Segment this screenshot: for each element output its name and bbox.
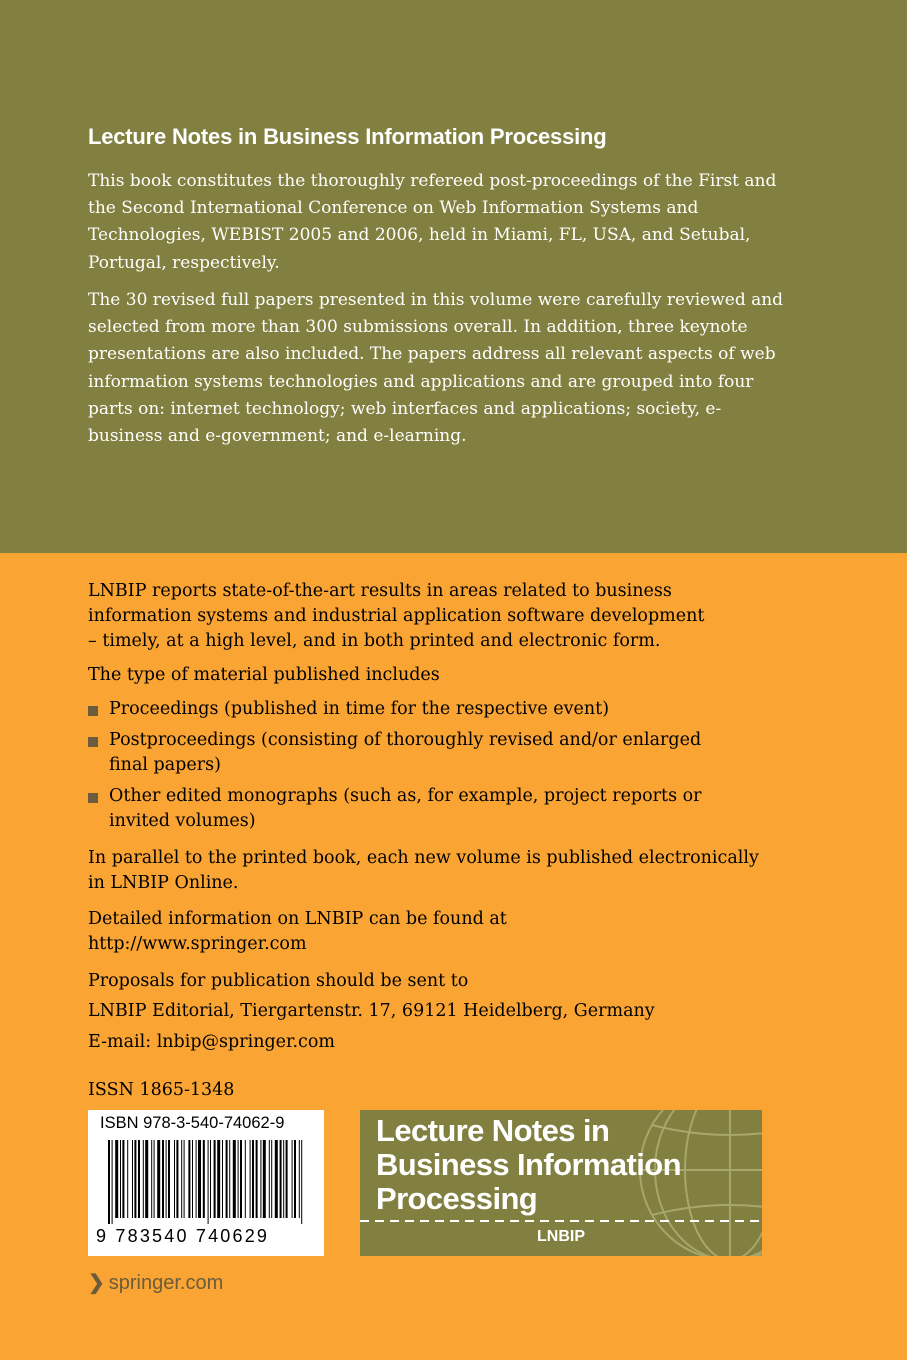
barcode-bar (188, 1140, 190, 1218)
barcode-bar (226, 1140, 228, 1218)
logo-title (376, 1114, 681, 1216)
barcode-bar (217, 1140, 220, 1218)
barcode-bar (115, 1140, 118, 1218)
intro-line: information systems and industrial application software development (88, 606, 705, 626)
barcode-bar (233, 1140, 236, 1218)
springer-website: springer.com (108, 1272, 224, 1294)
barcode-bar (256, 1140, 258, 1218)
issn: ISSN 1865-1348 (88, 1080, 235, 1100)
barcode-bar (132, 1140, 133, 1218)
summary-paragraph-1: This book constitutes the thoroughly refereed post-proceedings of the First and the Second International Conference on Web Information Systems and Technologies, WEBIST 2005 and 2006, held in Miami, FL, USA, and Setubal, Portugal, respectively. (88, 171, 777, 273)
editorial-email: E-mail: lnbip@springer.com (88, 1032, 335, 1052)
bullet-square-icon (88, 706, 98, 716)
barcode-bar (127, 1140, 128, 1218)
series-title: Lecture Notes in Business Information Processing (88, 124, 607, 149)
barcode-bar (208, 1140, 209, 1224)
barcode-bar (151, 1140, 152, 1218)
barcode-bar (260, 1140, 261, 1218)
barcode-bar (120, 1140, 121, 1218)
barcode-bar (269, 1140, 270, 1218)
barcode-bar (299, 1140, 300, 1218)
logo-title-line: Business Information (376, 1147, 681, 1182)
barcode-bar (275, 1140, 278, 1218)
barcode-bar (263, 1140, 266, 1218)
barcode-bar (145, 1140, 148, 1218)
series-logo (360, 1110, 762, 1256)
barcode-bar (240, 1140, 242, 1218)
barcode-bar (250, 1140, 251, 1218)
proposals-heading: Proposals for publication should be sent to (88, 971, 469, 991)
barcode-bar (214, 1140, 216, 1218)
springer-url: http://www.springer.com (88, 934, 307, 954)
detailed-info-line: Detailed information on LNBIP can be found at (88, 909, 507, 929)
list-item-text: Other edited monographs (such as, for example, project reports or (109, 786, 702, 806)
parallel-line: in LNBIP Online. (88, 873, 239, 893)
barcode-bar (184, 1140, 185, 1218)
logo-title-line: Processing (376, 1181, 538, 1216)
list-item-text: final papers) (109, 755, 221, 775)
barcode-bar (271, 1140, 272, 1218)
list-item-text: invited volumes) (109, 811, 256, 831)
list-item-text: Proceedings (published in time for the respective event) (109, 699, 610, 719)
chevron-right-icon: ❯ (88, 1272, 105, 1294)
barcode-bar (157, 1140, 160, 1218)
logo-abbreviation: LNBIP (537, 1228, 585, 1245)
summary-paragraph-2: The 30 revised full papers presented in this volume were carefully reviewed and selected from more than 300 submissions overall. In addition, three keynote presentations are also included. The papers address all relevant aspects of web information systems technologies and applications and are grouped into four parts on: internet technology; web interfaces and applications; society, e-business and e-government; and e-learning. (88, 290, 784, 447)
barcode-bar (252, 1140, 254, 1218)
logo-title-line: Lecture Notes in (376, 1113, 610, 1148)
list-item-text: Postproceedings (consisting of thoroughly revised and/or enlarged (109, 730, 702, 750)
barcode-box (88, 1110, 324, 1256)
barcode-bar (138, 1140, 140, 1218)
barcode-digits: 9 783540 740629 (96, 1226, 270, 1246)
barcode-bar (238, 1140, 239, 1218)
barcode-bar (174, 1140, 175, 1218)
barcode-bar (162, 1140, 164, 1218)
material-heading: The type of material published includes (88, 665, 440, 685)
barcode-bar (143, 1140, 144, 1218)
intro-line: – timely, at a high level, and in both printed and electronic form. (88, 631, 661, 651)
intro-line: LNBIP reports state-of-the-art results in areas related to business (88, 581, 672, 601)
barcode-bar (203, 1140, 205, 1218)
barcode-bar (112, 1140, 113, 1224)
bullet-square-icon (88, 793, 98, 803)
barcode-bar (286, 1140, 288, 1218)
barcode-bar (283, 1140, 284, 1218)
barcode-bar (280, 1140, 282, 1218)
springer-link[interactable] (88, 1270, 223, 1295)
barcode-bar (181, 1140, 182, 1218)
barcode-bar (245, 1140, 246, 1218)
barcode-bar (154, 1140, 155, 1218)
barcode-bar (294, 1140, 296, 1218)
barcode-bar (122, 1140, 124, 1218)
barcode-bars (108, 1140, 308, 1224)
isbn-label: ISBN 978-3-540-74062-9 (100, 1114, 285, 1132)
barcode-bar (108, 1140, 110, 1224)
barcode-bar (192, 1140, 193, 1218)
barcode-bar (210, 1140, 211, 1218)
top-panel (0, 0, 907, 553)
barcode-bar (166, 1140, 167, 1218)
bullet-square-icon (88, 737, 98, 747)
barcode-bar (301, 1140, 302, 1224)
dashed-divider (360, 1220, 762, 1222)
barcode-bar (134, 1140, 136, 1218)
editorial-address: LNBIP Editorial, Tiergartenstr. 17, 69121 Heidelberg, Germany (88, 1001, 655, 1021)
barcode-bar (229, 1140, 230, 1218)
barcode-bar (222, 1140, 223, 1218)
parallel-line: In parallel to the printed book, each new volume is published electronically (88, 848, 759, 868)
barcode-bar (168, 1140, 170, 1218)
barcode-bar (196, 1140, 197, 1218)
barcode-bar (176, 1140, 178, 1218)
barcode-bar (292, 1140, 293, 1218)
barcode-bar (198, 1140, 201, 1218)
